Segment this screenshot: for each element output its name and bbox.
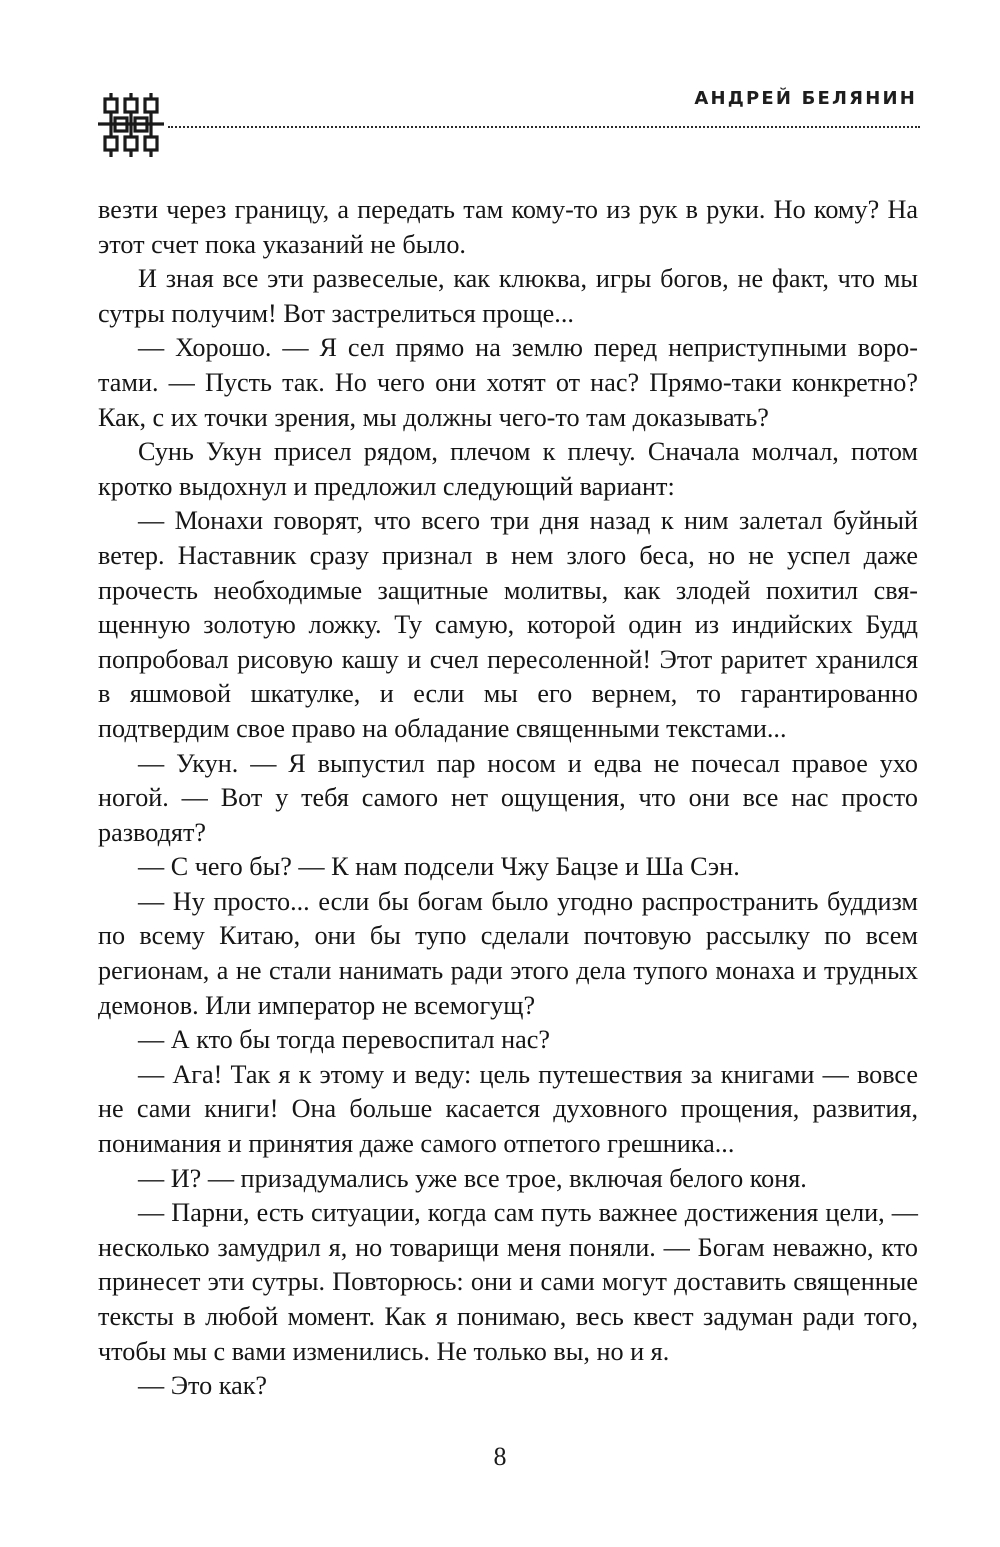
knot-ornament-icon — [96, 91, 166, 161]
paragraph: — С чего бы? — К нам подсели Чжу Бацзе и Ша Сэн. — [138, 852, 740, 882]
paragraph: — Это как? — [138, 1371, 268, 1401]
running-head-author: АНДРЕЙ БЕЛЯНИН — [694, 88, 917, 109]
paragraph: — Парни, есть ситуации, когда сам путь важнее достижения цели, — несколько замудрил я, но товарищи меня поняли. — Богам неважно, кто принесет эти сутры. Повторюсь: они и сами могут доставить священные тексты в любой момент. Как я понимаю, весь квест задуман ради того, чтобы мы с вами изменились. Не только вы, но и я. — [98, 1198, 918, 1366]
paragraph: везти через границу, а передать там кому-то из рук в руки. Но кому? На этот счет пока указаний не было. — [98, 195, 918, 259]
page-number: 8 — [493, 1442, 507, 1471]
paragraph: — А кто бы тогда перевоспитал нас? — [138, 1025, 550, 1055]
paragraph: — Монахи говорят, что всего три дня назад к ним залетал буйный ветер. Наставник сразу признал в нем злого беса, но не успел даже прочесть необходимые защитные молитвы, как злодей похитил священную золотую ложку. Ту самую, которой один из индийских Будд попробовал рисовую кашу и счел пересоленной! Этот раритет хранился в яшмовой шкатулке, и если мы его вернем, то гарантированно подтвердим свое право на обладание священными текстами... — [98, 506, 918, 743]
paragraph: Сунь Укун присел рядом, плечом к плечу. Сначала молчал, потом кротко выдохнул и предложил следующий вариант: — [98, 437, 918, 501]
paragraph: — Хорошо. — Я сел прямо на землю перед неприступными воротами. — Пусть так. Но чего они хотят от нас? Прямо-таки конкретно? Как, с их точки зрения, мы должны чего-то там доказывать? — [98, 333, 918, 432]
paragraph: — И? — призадумались уже все трое, включая белого коня. — [138, 1163, 807, 1193]
body-text — [98, 193, 918, 1404]
paragraph: — Ну просто... если бы богам было угодно распространить буддизм по всему Китаю, они бы тупо сделали почтовую рассылку по всем регионам, а не стали нанимать ради этого дела тупого монаха и трудных демонов. Или император не всемогущ? — [98, 886, 918, 1020]
header-dotted-rule — [168, 126, 920, 128]
paragraph: И зная все эти развеселые, как клюква, игры богов, не факт, что мы сутры получим! Вот застрелиться проще... — [98, 264, 918, 328]
paragraph: — Укун. — Я выпустил пар носом и едва не почесал правое ухо ногой. — Вот у тебя самого нет ощущения, что они все нас просто разводят? — [98, 748, 918, 847]
paragraph: — Ага! Так я к этому и веду: цель путешествия за книгами — вовсе не сами книги! Она больше касается духовного прощения, развития, понимания и принятия даже самого отпетого грешника... — [98, 1059, 918, 1159]
